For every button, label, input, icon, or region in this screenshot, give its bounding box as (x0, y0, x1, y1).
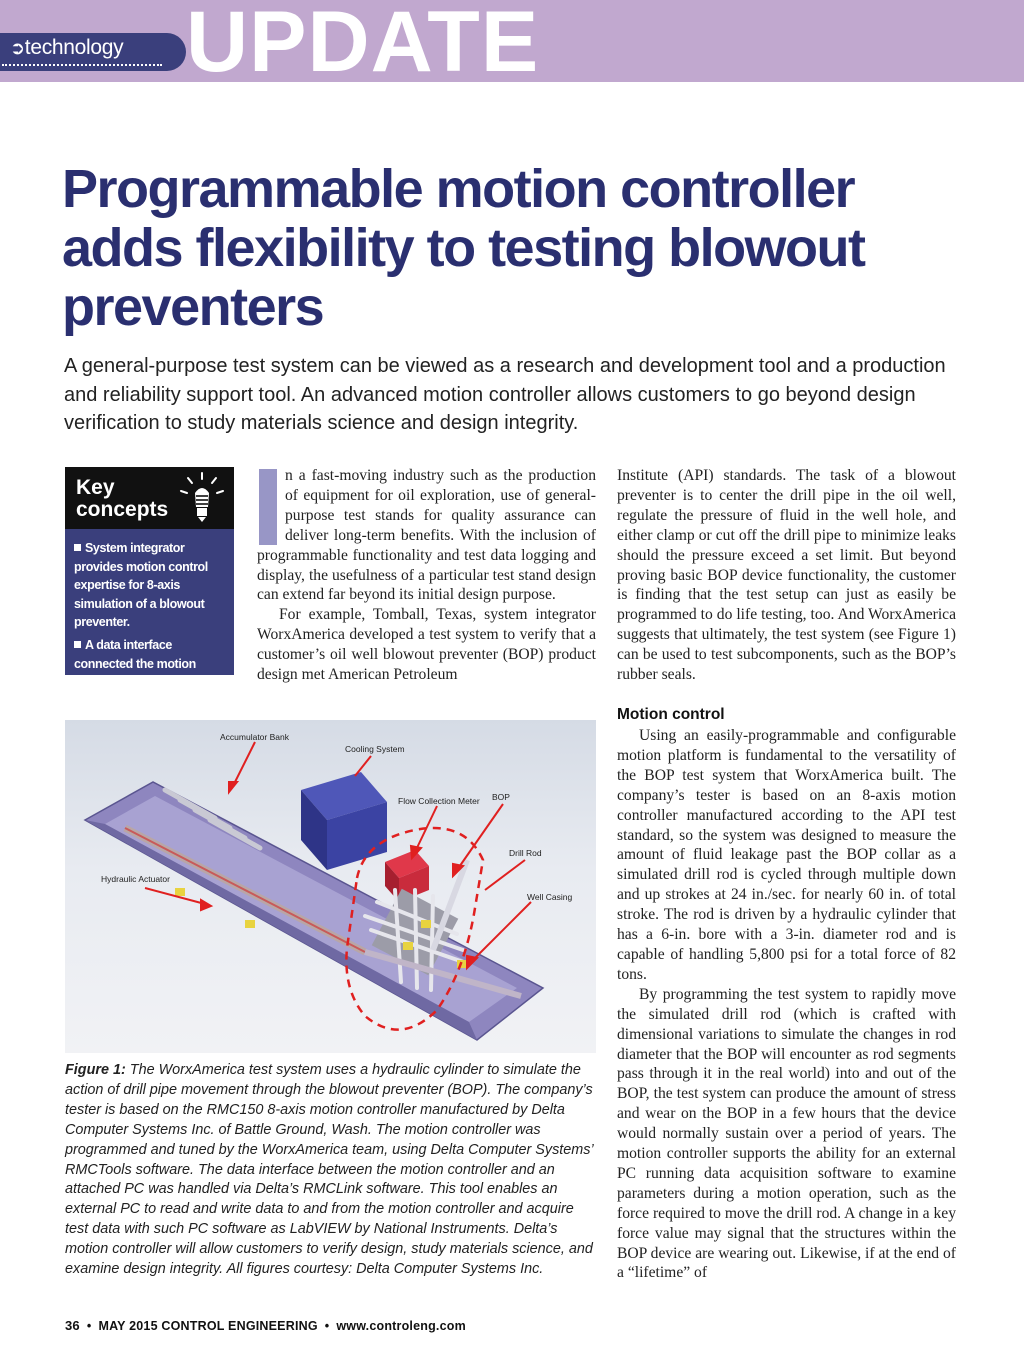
page-footer (65, 1318, 466, 1333)
callout-arrow (355, 756, 371, 776)
marker (175, 888, 185, 896)
callout-arrow (471, 902, 531, 962)
callout-arrow (485, 860, 525, 890)
label-well-casing: Well Casing (527, 892, 573, 902)
label-accumulator-bank: Accumulator Bank (220, 732, 289, 742)
label-drill-rod: Drill Rod (509, 848, 542, 858)
caption-text: The WorxAmerica test system uses a hydraulic cylinder to simulate the action of drill pipe movement through the blowout preventer (BOP). The company’s tester is based on the RMC150 8-axis motion controller manufactured by Delta Computer Systems Inc. of Battle Ground, Wash. The motion controller was programmed and tuned by the WorxAmerica team, using Delta Computer Systems’ RMCTools software. The data interface between the motion controller and an attached PC was handled via Delta’s RMCLink software. This tool enables an external PC to read and write data to and from the motion controller and acquire test data with such PC software as LabVIEW by National Instruments. Delta’s motion controller will allow customers to verify design, study materials science, and examine design integrity. All figures courtesy: Delta Computer Systems Inc. (65, 1062, 593, 1278)
update-banner-word: UPDATE (186, 2, 540, 82)
body-column-1 (257, 466, 596, 685)
page-number: 36 (65, 1318, 80, 1333)
arrow-circle-icon: ➲ (10, 38, 25, 58)
figure-caption (65, 1061, 600, 1280)
body-column-2-top (617, 466, 956, 685)
footer-separator: • (324, 1319, 330, 1333)
article-deck: A general-purpose test system can be viewed as a research and development tool and a production and reliability support tool. An advanced motion controller allows customers to go beyond design verification to study materials science and design integrity. (64, 355, 946, 434)
body-paragraph-2-continued: Institute (API) standards. The task of a blowout preventer is to center the drill pipe in the oil well, regulate the pressure of fluid in the well hole, and either clamp or cut off the drill pipe to minimize leaks should the pressure exceed a set limit. But beyond proving basic BOP device functionality, the customer is finding that the test setup can just as easily be programmed to do life testing, too. And WorxAmerica suggests that ultimately, the test system (see Figure 1) can be used to test subcomponents, such as the BOP’s rubber seals. (617, 467, 956, 684)
key-concepts-list (74, 539, 229, 696)
key-concept-item (74, 539, 229, 632)
article-title: Programmable motion controller adds flexibility to testing blowout preventers (62, 159, 865, 337)
key-concept-text: A data interface connected the motion controller and PC. (74, 637, 196, 690)
key-concepts-box (65, 467, 234, 690)
drop-cap-block (259, 469, 277, 545)
label-hydraulic-actuator: Hydraulic Actuator (101, 874, 170, 884)
section-label (10, 36, 123, 60)
bullet-square-icon (74, 641, 81, 648)
dotted-rule (2, 64, 162, 66)
callout-arrowhead (229, 782, 237, 792)
label-flow-collection-meter: Flow Collection Meter (398, 796, 480, 806)
footer-separator: • (86, 1319, 92, 1333)
callout-arrowhead (201, 900, 211, 910)
subhead-motion-control: Motion control (617, 706, 725, 723)
footer-url: www.controleng.com (336, 1319, 466, 1333)
label-cooling-system: Cooling System (345, 744, 405, 754)
section-label-text: technology (24, 36, 124, 59)
drill-rod (433, 860, 467, 950)
figure-illustration (65, 720, 596, 1053)
key-concept-item (74, 636, 229, 692)
key-concept-text: System integrator provides motion control expertise for 8-axis simulation of a blowout preventer. (74, 541, 208, 630)
body-column-2-bottom (617, 705, 956, 1283)
key-concepts-header (65, 467, 234, 529)
lightbulb-icon (173, 469, 231, 527)
marker (245, 920, 255, 928)
issue-label: MAY 2015 CONTROL ENGINEERING (98, 1319, 318, 1333)
body-paragraph-4: By programming the test system to rapidly move the simulated drill rod (which is crafted with dimensional variations to simulate the changes in rod diameter that the BOP will encounter as rod segments pass through it in the real world) into and out of the BOP, the test system can produce the amount of stress and wear on the BOP in a few hours that the device would normally sustain over a period of years. The motion controller supports the ability for an external PC running data acquisition software to examine parameters during a motion operation, such as the force required to move the drill rod. A change in a key force value may signal that the structures within the BOP device are wearing out. Likewise, if at the end of a “lifetime” of (617, 985, 956, 1282)
label-bop: BOP (492, 792, 510, 802)
body-paragraph-2: For example, Tomball, Texas, system integrator WorxAmerica developed a test system to verify that a customer’s oil well blowout preventer (BOP) product design met American Petroleum (257, 606, 596, 684)
bullet-square-icon (74, 544, 81, 551)
body-paragraph-3: Using an easily-programmable and configurable motion platform is fundamental to the versatility of the BOP test system that WorxAmerica built. The company’s tester is based on an 8-axis motion controller manufactured according to the API test standard, so the system was designed to measure the amount of fluid leakage past the BOP collar as a simulated drill rod is cycled through multiple down and up strokes at 24 in./sec. for nearly 60 in. of total stroke. The rod is driven by a hydraulic cylinder that has a 6-in. bore with a 3-in. diameter rod and is capable of handling 5,800 psi for a total force of 82 tons. (617, 727, 956, 983)
key-concepts-heading: Key concepts (76, 476, 169, 521)
caption-label: Figure 1: (65, 1062, 126, 1078)
bop-test-system-diagram (65, 720, 596, 1053)
callout-arrow (233, 742, 255, 786)
body-paragraph-1: n a fast-moving industry such as the production of equipment for oil exploration, use of general-purpose test stands for quality assurance can deliver long-term benefits. With the inclusion of programmable functionality and test data logging and display, the usefulness of a particular test stand design can extend far beyond its initial design purpose. (257, 467, 596, 604)
